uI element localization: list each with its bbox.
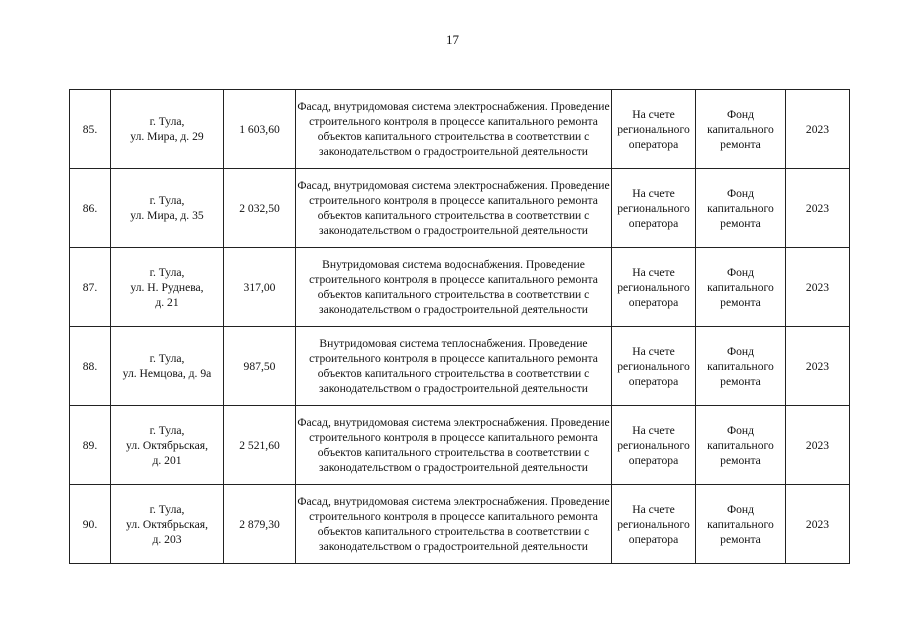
work-description-cell: Внутридомовая система водоснабжения. Проведение строительного контроля в процессе капитального ремонта объектов капитального строительства в соответствии с законодательством о градостроительной деятельности <box>296 248 612 327</box>
year-cell: 2023 <box>786 485 850 564</box>
area-cell: 1 603,60 <box>224 90 296 169</box>
area-cell: 987,50 <box>224 327 296 406</box>
funding-source-cell: Фонд капитального ремонта <box>696 248 786 327</box>
work-description-cell: Фасад, внутридомовая система электроснабжения. Проведение строительного контроля в процессе капитального ремонта объектов капитального строительства в соответствии с законодательством о градостроительной деятельности <box>296 90 612 169</box>
row-number: 85. <box>70 90 111 169</box>
address-cell: г. Тула, ул. Октябрьская, д. 203 <box>111 485 224 564</box>
table-row <box>70 406 850 485</box>
work-schedule-table <box>69 89 850 564</box>
funding-source-cell: Фонд капитального ремонта <box>696 169 786 248</box>
funding-source-cell: Фонд капитального ремонта <box>696 485 786 564</box>
account-cell: На счете регионального оператора <box>612 327 696 406</box>
year-cell: 2023 <box>786 406 850 485</box>
table-row <box>70 169 850 248</box>
year-cell: 2023 <box>786 90 850 169</box>
funding-source-cell: Фонд капитального ремонта <box>696 90 786 169</box>
row-number: 86. <box>70 169 111 248</box>
funding-source-cell: Фонд капитального ремонта <box>696 406 786 485</box>
account-cell: На счете регионального оператора <box>612 169 696 248</box>
address-cell: г. Тула, ул. Немцова, д. 9а <box>111 327 224 406</box>
account-cell: На счете регионального оператора <box>612 90 696 169</box>
table-row <box>70 90 850 169</box>
account-cell: На счете регионального оператора <box>612 485 696 564</box>
area-cell: 317,00 <box>224 248 296 327</box>
year-cell: 2023 <box>786 248 850 327</box>
account-cell: На счете регионального оператора <box>612 406 696 485</box>
work-description-cell: Фасад, внутридомовая система электроснабжения. Проведение строительного контроля в процессе капитального ремонта объектов капитального строительства в соответствии с законодательством о градостроительной деятельности <box>296 485 612 564</box>
year-cell: 2023 <box>786 327 850 406</box>
year-cell: 2023 <box>786 169 850 248</box>
row-number: 88. <box>70 327 111 406</box>
row-number: 89. <box>70 406 111 485</box>
address-cell: г. Тула, ул. Октябрьская, д. 201 <box>111 406 224 485</box>
account-cell: На счете регионального оператора <box>612 248 696 327</box>
row-number: 90. <box>70 485 111 564</box>
table-row <box>70 485 850 564</box>
table-row <box>70 248 850 327</box>
area-cell: 2 032,50 <box>224 169 296 248</box>
page-number: 17 <box>446 32 459 47</box>
address-cell: г. Тула, ул. Н. Руднева, д. 21 <box>111 248 224 327</box>
table-row <box>70 327 850 406</box>
row-number: 87. <box>70 248 111 327</box>
area-cell: 2 879,30 <box>224 485 296 564</box>
work-description-cell: Фасад, внутридомовая система электроснабжения. Проведение строительного контроля в процессе капитального ремонта объектов капитального строительства в соответствии с законодательством о градостроительной деятельности <box>296 169 612 248</box>
funding-source-cell: Фонд капитального ремонта <box>696 327 786 406</box>
area-cell: 2 521,60 <box>224 406 296 485</box>
address-cell: г. Тула, ул. Мира, д. 29 <box>111 90 224 169</box>
work-description-cell: Фасад, внутридомовая система электроснабжения. Проведение строительного контроля в процессе капитального ремонта объектов капитального строительства в соответствии с законодательством о градостроительной деятельности <box>296 406 612 485</box>
work-description-cell: Внутридомовая система теплоснабжения. Проведение строительного контроля в процессе капитального ремонта объектов капитального строительства в соответствии с законодательством о градостроительной деятельности <box>296 327 612 406</box>
address-cell: г. Тула, ул. Мира, д. 35 <box>111 169 224 248</box>
